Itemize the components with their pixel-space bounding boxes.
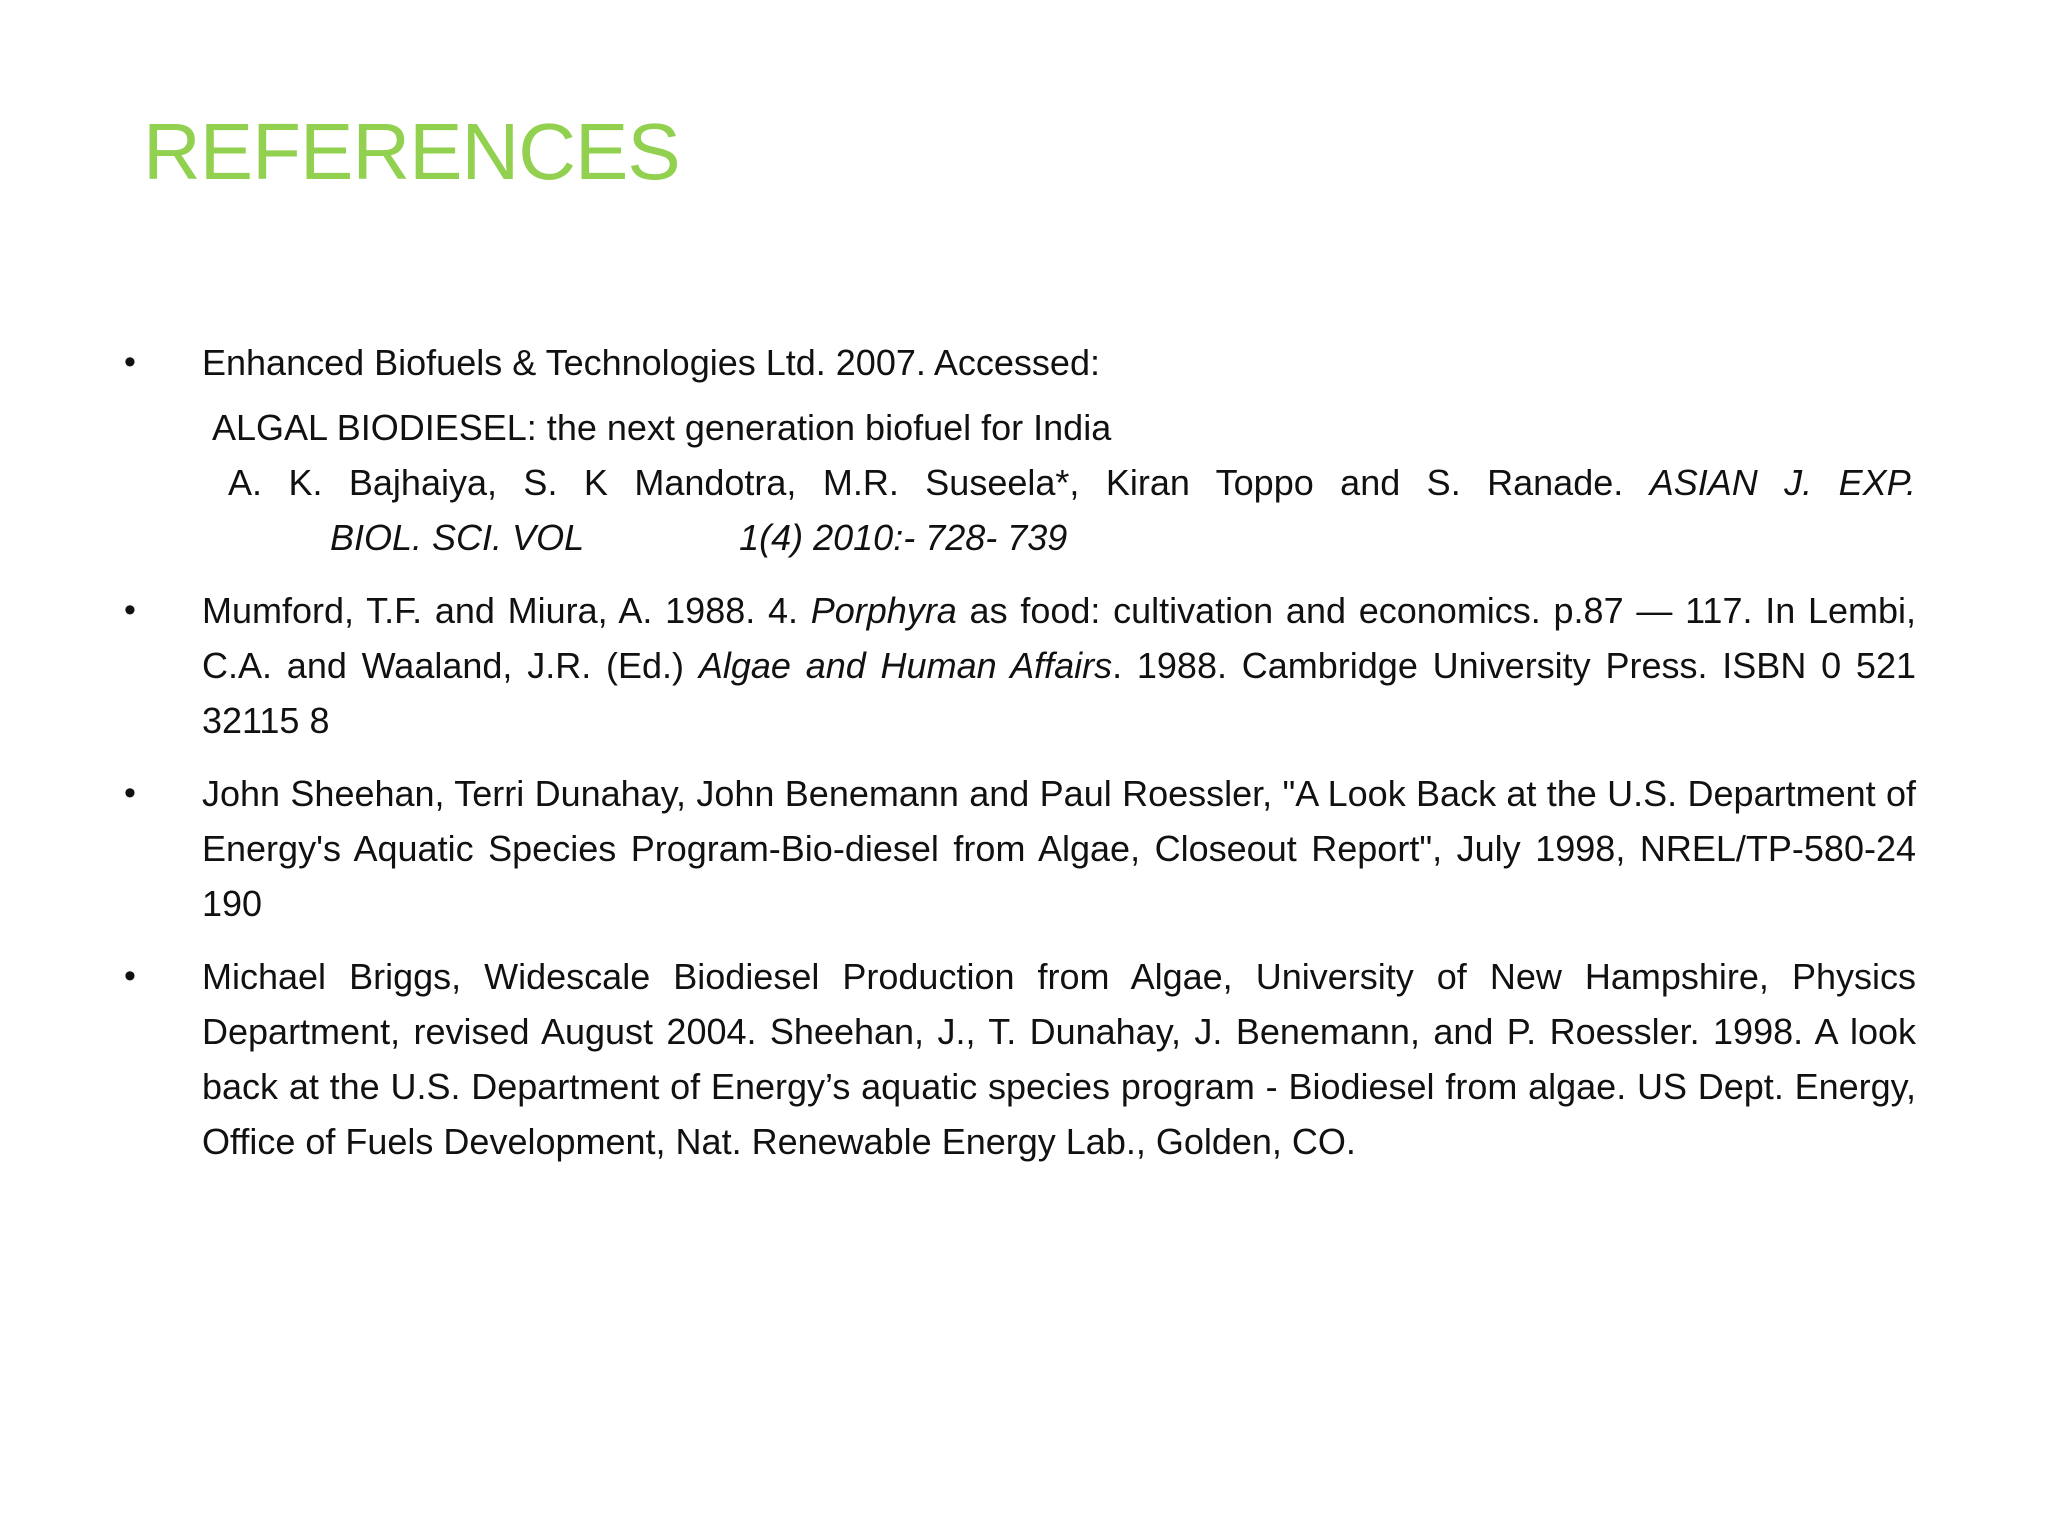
reference-item-2 <box>0 583 2048 748</box>
reference-2-pre: Mumford, T.F. and Miura, A. 1988. 4. <box>202 590 811 631</box>
reference-1-authors <box>228 455 1916 510</box>
bullet-icon: • <box>124 591 136 629</box>
reference-1-line: Enhanced Biofuels & Technologies Ltd. 2007. Accessed: <box>202 342 1100 383</box>
reference-item-1 <box>0 335 2048 390</box>
reference-4-text: Michael Briggs, Widescale Biodiesel Production from Algae, University of New Hampshire, Physics Department, revised August 2004. Sheehan, J., T. Dunahay, J. Benemann, and P. Roessler. 1998. A look back at the U.S. Department of Energy’s aquatic species program - Biodiesel from algae. US Dept. Energy, Office of Fuels Development, Nat. Renewable Energy Lab., Golden, CO. <box>202 956 1916 1162</box>
reference-1-subtitle: ALGAL BIODIESEL: the next generation biofuel for India <box>212 407 1112 448</box>
reference-2-italic-1: Porphyra <box>810 590 957 631</box>
reference-2-text <box>202 583 1916 748</box>
reference-2-post: . 1988. Cambridge University Press. ISBN 0 521 32115 8 <box>202 645 1916 741</box>
reference-1-journal-part3: 1(4) 2010:- 728- 739 <box>739 517 1068 558</box>
reference-item-3 <box>0 766 2048 931</box>
bullet-icon: • <box>124 774 136 812</box>
page-title: REFERENCES <box>143 107 680 196</box>
reference-1-journal <box>330 510 2048 565</box>
reference-1-authors-text: A. K. Bajhaiya, S. K Mandotra, M.R. Suseela*, Kiran Toppo and S. Ranade. <box>228 462 1650 503</box>
references-list <box>0 335 2048 1187</box>
reference-1-journal-part2: BIOL. SCI. VOL <box>330 517 585 558</box>
reference-1-journal-part1: ASIAN J. EXP. <box>1649 462 1916 503</box>
reference-3-text: John Sheehan, Terri Dunahay, John Benemann and Paul Roessler, "A Look Back at the U.S. Department of Energy's Aquatic Species Program-Bio-diesel from Algae, Closeout Report", July 1998, NREL/TP-580-24 190 <box>202 773 1916 924</box>
reference-2-mid: as food: cultivation and economics. p.87 — 117. In Lembi, C.A. and Waaland, J.R. (Ed.) <box>202 590 1917 686</box>
bullet-icon: • <box>124 957 136 995</box>
bullet-icon: • <box>124 343 136 381</box>
reference-item-4 <box>0 949 2048 1169</box>
reference-2-italic-2: Algae and Human Affairs <box>698 645 1113 686</box>
